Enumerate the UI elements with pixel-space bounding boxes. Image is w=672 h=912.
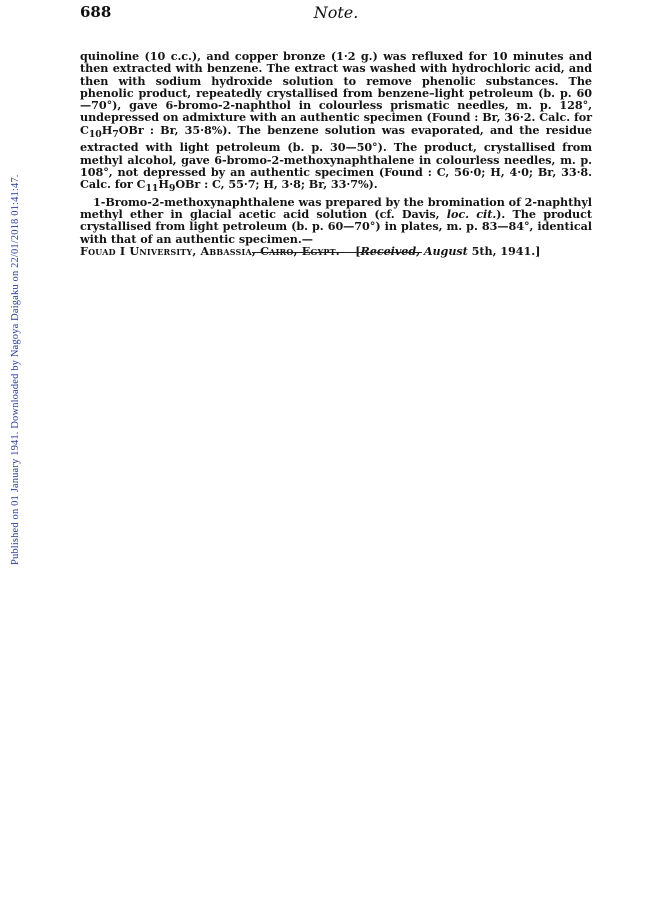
citation-italic: loc. cit. <box>446 207 497 222</box>
paragraph-1 <box>80 50 592 196</box>
para1-text-5: OBr : C, 55·7; H, 3·8; Br, 33·7%). <box>175 177 378 192</box>
paragraph-2 <box>80 196 592 257</box>
para1-text-4: H <box>158 177 169 192</box>
article-body <box>80 50 592 257</box>
formula-subscript: 11 <box>145 183 159 195</box>
formula-subscript: 9 <box>168 183 176 195</box>
end-rule <box>252 252 422 253</box>
received-bracket-open: [ <box>355 243 361 258</box>
para1-text-2: H <box>101 122 113 137</box>
para1-text-3: OBr : Br, 35·8%). The benzene solution was evaporated, and the residue extracted with light petroleum (b. p. 30—50°). The product, crystallised from methyl alcohol, gave 6-bromo-2-methoxynaphthalene in colourless needles, m. p. 108°, not depressed by an authentic specimen (Found : C, 56·0; H, 4·0; Br, 33·8. Calc. for C <box>80 122 592 192</box>
author-affiliation: Fouad I University, Abbassia, Cairo, Egypt. <box>80 243 340 258</box>
download-note-text: Published on 01 January 1941. Downloaded by Nagoya Daigaku on 22/01/2018 01:41:47. <box>10 174 21 565</box>
running-title: Note. <box>313 3 359 22</box>
page-header <box>80 3 592 27</box>
received-date: 5th, 1941. <box>471 243 536 258</box>
received-bracket-close: ] <box>535 243 541 258</box>
download-watermark <box>0 0 21 912</box>
page-number: 688 <box>80 3 112 21</box>
received-label: Received, August <box>360 243 468 258</box>
formula-subscript: 7 <box>112 129 119 141</box>
para1-text-1: quinoline (10 c.c.), and copper bronze (1·2 g.) was refluxed for 10 minutes and then extracted with benzene. The extract was washed with hydrochloric acid, and then with sodium hydroxide solution to remove phenolic substances. The phenolic product, repeatedly crystallised from benzene–light petroleum (b. p. 60—70°), gave 6-bromo-2-naphthol in colourless prismatic needles, m. p. 128°, undepressed on admixture with an authentic specimen (Found : Br, 36·2. Calc. for C <box>80 49 592 137</box>
formula-subscript: 10 <box>88 129 102 141</box>
para2-text-1: 1-Bromo-2-methoxynaphthalene was prepared by the bromination of 2-naphthyl methyl ether in glacial acetic acid solution (cf. Davis, <box>80 194 592 222</box>
para2-text-2: ). The product crystallised from light petroleum (b. p. 60—70°) in plates, m. p. 83—84°, identical with that of an authentic specimen.— <box>80 207 592 246</box>
